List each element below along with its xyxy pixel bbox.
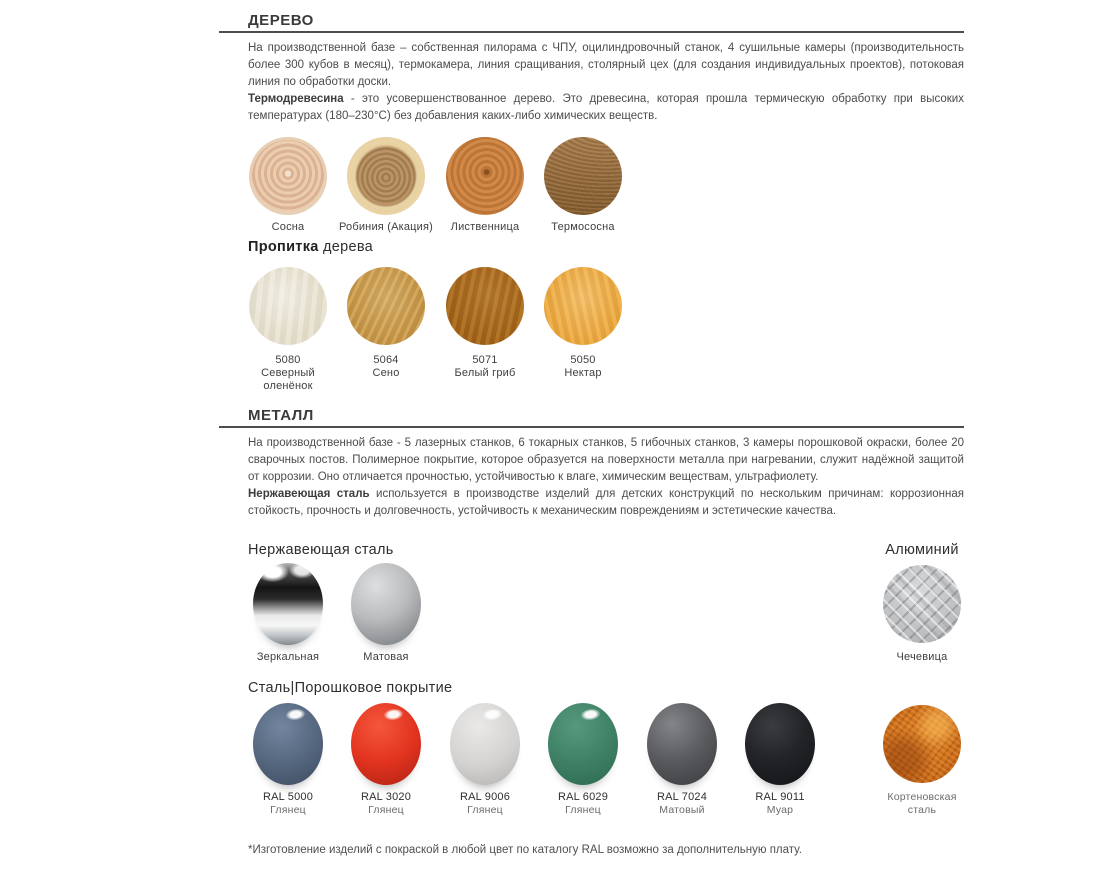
corten-item [873,705,971,817]
corten-label: Кортеновская сталь [887,791,957,816]
ral-code: RAL 7024 [656,791,708,803]
wood-paragraph-thermowood [248,91,964,125]
ral-finish: Глянец [368,804,404,816]
ral-6029-swatch [548,703,618,785]
wood-species-label: Термососна [551,221,615,233]
aluminum-finish-item [873,565,971,664]
wood-description [248,40,964,125]
impregnation-item [239,267,337,393]
ral-code: RAL 6029 [557,791,609,803]
ral-7024-swatch [647,703,717,785]
stainless-finish-item [239,563,337,664]
ral-code: RAL 5000 [262,791,314,803]
impregnation-item [436,267,534,380]
powder-heading-rest: Порошковое покрытие [294,680,453,696]
ral-finish: Матовый [659,804,705,816]
impregnation-code: 5050 [570,354,596,366]
impregnation-swatch-5080 [249,267,327,345]
stainless-finish-item [337,563,435,664]
ral-finish: Глянец [565,804,601,816]
impregnation-name: Нектар [564,367,602,379]
aluminum-finish-label: Чечевица [896,651,948,663]
ral-3020-swatch [351,703,421,785]
ral-5000-swatch [253,703,323,785]
aluminum-heading: Алюминий [885,542,959,558]
stainless-finish-label: Зеркальная [256,651,320,663]
ral-9006-swatch [450,703,520,785]
impregnation-swatch-5064 [347,267,425,345]
impregnation-heading [248,239,373,255]
powder-coating-heading [248,680,452,696]
wood-paragraph-production [248,40,964,91]
ral-item [731,703,829,817]
wood-section-title: ДЕРЕВО [248,12,314,29]
ral-item [633,703,731,817]
wood-section-divider [219,31,964,33]
impregnation-name: Северный оленёнок [261,367,315,392]
metal-paragraph-production [248,435,964,486]
metal-description [248,435,964,520]
impregnation-heading-word1: Пропитка [248,239,319,255]
ral-finish: Глянец [467,804,503,816]
ral-footnote: *Изготовление изделий с покраской в любой цвет по каталогу RAL возможно за дополнительную плату. [248,844,802,856]
wood-production-text: На производственной базе – собственная пилорама с ЧПУ, оцилиндровочный станок, 4 сушильные камеры (производительность более 300 кубов в месяц), термокамера, линия сращивания, столярный цех (для создания индивидуальных проектов), потоковая линия по обработки доски. [248,42,964,88]
impregnation-code: 5080 [275,354,301,366]
impregnation-code: 5071 [472,354,498,366]
checker-plate-swatch [883,565,961,643]
impregnation-item [337,267,435,380]
ral-item [337,703,435,817]
ral-item [239,703,337,817]
ral-code: RAL 3020 [360,791,412,803]
metal-section-title: МЕТАЛЛ [248,407,314,424]
stainless-term: Нержавеющая сталь [248,488,370,500]
ral-item [436,703,534,817]
impregnation-name: Белый гриб [454,367,516,379]
impregnation-swatch-5050 [544,267,622,345]
thermowood-desc: - это усовершенствованное дерево. Это древесина, которая прошла термическую обработку при высоких температурах (180–230°С) без добавления каких-либо химических веществ. [248,93,964,122]
wood-species-item [534,137,632,234]
thermopine-swatch [544,137,622,215]
impregnation-heading-word2: дерева [322,239,374,255]
ral-finish: Муар [766,804,794,816]
pine-swatch [249,137,327,215]
wood-species-label: Робиния (Акация) [338,221,434,233]
ral-code: RAL 9011 [755,791,805,803]
larch-swatch [446,137,524,215]
wood-species-label: Лиственница [450,221,520,233]
ral-item [534,703,632,817]
stainless-heading: Нержавеющая сталь [248,542,394,558]
wood-species-item [337,137,435,234]
impregnation-code: 5064 [373,354,399,366]
stainless-finish-label: Матовая [363,651,409,663]
wood-species-item [239,137,337,234]
powder-heading-steel: Сталь [248,680,291,696]
mirror-steel-swatch [253,563,323,645]
thermowood-term: Термодревесина [248,93,344,105]
impregnation-item [534,267,632,380]
ral-finish: Глянец [270,804,306,816]
metal-paragraph-stainless [248,486,964,520]
robinia-swatch [347,137,425,215]
metal-section-divider [219,426,964,428]
corten-steel-swatch [883,705,961,783]
impregnation-name: Сено [372,367,400,379]
wood-species-item [436,137,534,234]
metal-production-text: На производственной базе - 5 лазерных станков, 6 токарных станков, 5 гибочных станков, 3 камеры порошковой окраски, более 20 сварочных постов. Полимерное покрытие, которое образуется на поверхности металла при нагревании, служит надёжной защитой от коррозии. Оно отличается прочностью, устойчивостью к влаге, химическим веществам, ультрафиолету. [248,437,964,483]
impregnation-swatch-5071 [446,267,524,345]
powder-heading-separator: | [290,680,295,696]
ral-9011-swatch [745,703,815,785]
ral-code: RAL 9006 [459,791,511,803]
stainless-desc: используется в производстве изделий для детских конструкций по нескольким причинам: коррозионная стойкость, прочность и долговечность, устойчивость к механическим повреждениям и эстетические качества. [248,488,965,517]
matte-steel-swatch [351,563,421,645]
wood-species-label: Сосна [271,221,305,233]
